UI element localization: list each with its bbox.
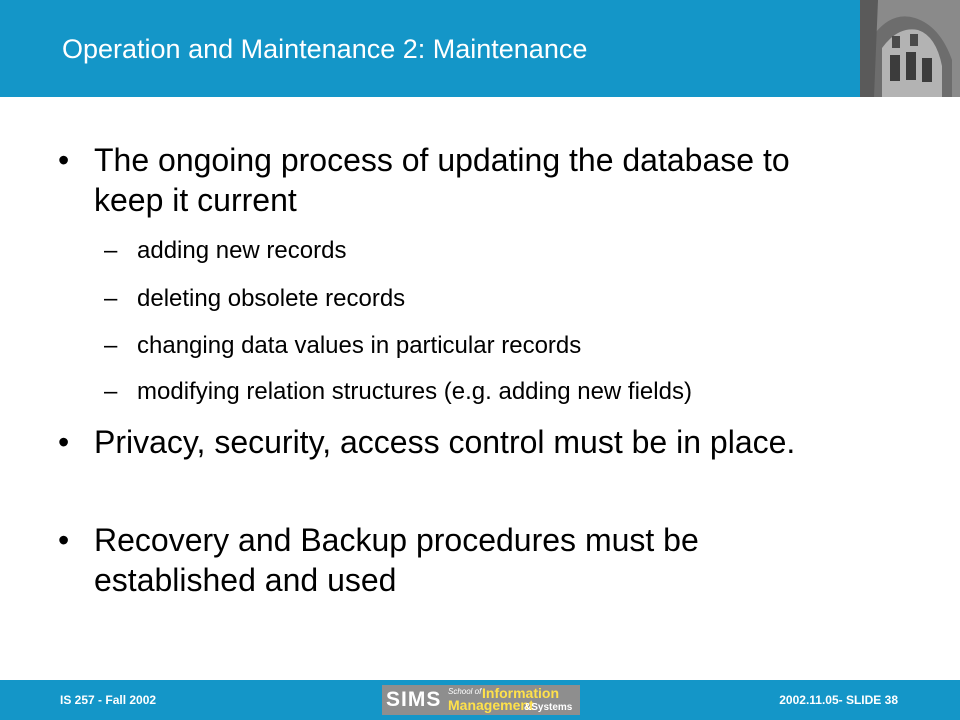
sims-logo <box>382 685 580 715</box>
bullet-marker: • <box>58 522 70 558</box>
footer-band <box>0 680 960 720</box>
dash-marker: – <box>104 285 118 312</box>
logo-school-of-text: School of <box>448 687 482 696</box>
bullet-item <box>58 520 858 600</box>
logo-systems-text: &Systems <box>524 702 573 713</box>
sub-bullet-item <box>104 284 924 314</box>
bullet-marker: • <box>58 142 70 178</box>
slide-title: Operation and Maintenance 2: Maintenance <box>62 34 588 64</box>
dash-marker: – <box>104 237 118 264</box>
footer-course-label: IS 257 - Fall 2002 <box>60 693 157 707</box>
dash-marker: – <box>104 378 118 405</box>
bullet-item <box>58 422 858 462</box>
bullet-text: The ongoing process of updating the database to keep it current <box>94 142 790 218</box>
bullet-text: Recovery and Backup procedures must be established and used <box>94 522 699 598</box>
sub-bullet-text: adding new records <box>137 237 347 264</box>
sub-bullet-text: deleting obsolete records <box>137 285 406 312</box>
bullet-item <box>58 140 858 220</box>
sub-bullet-item <box>104 377 924 407</box>
logo-sims-text: SIMS <box>386 688 442 711</box>
footer-slide-number: 2002.11.05- SLIDE 38 <box>779 693 898 707</box>
sub-bullet-item <box>104 236 924 266</box>
bullet-marker: • <box>58 424 70 460</box>
logo-management-text: Management <box>448 697 534 713</box>
logo-information-text: Information <box>482 685 559 701</box>
sub-bullet-text: changing data values in particular records <box>137 332 582 359</box>
dash-marker: – <box>104 332 118 359</box>
sub-bullet-item <box>104 331 924 361</box>
sub-bullet-text: modifying relation structures (e.g. adding new fields) <box>137 378 692 405</box>
bullet-text: Privacy, security, access control must be in place. <box>94 424 796 460</box>
